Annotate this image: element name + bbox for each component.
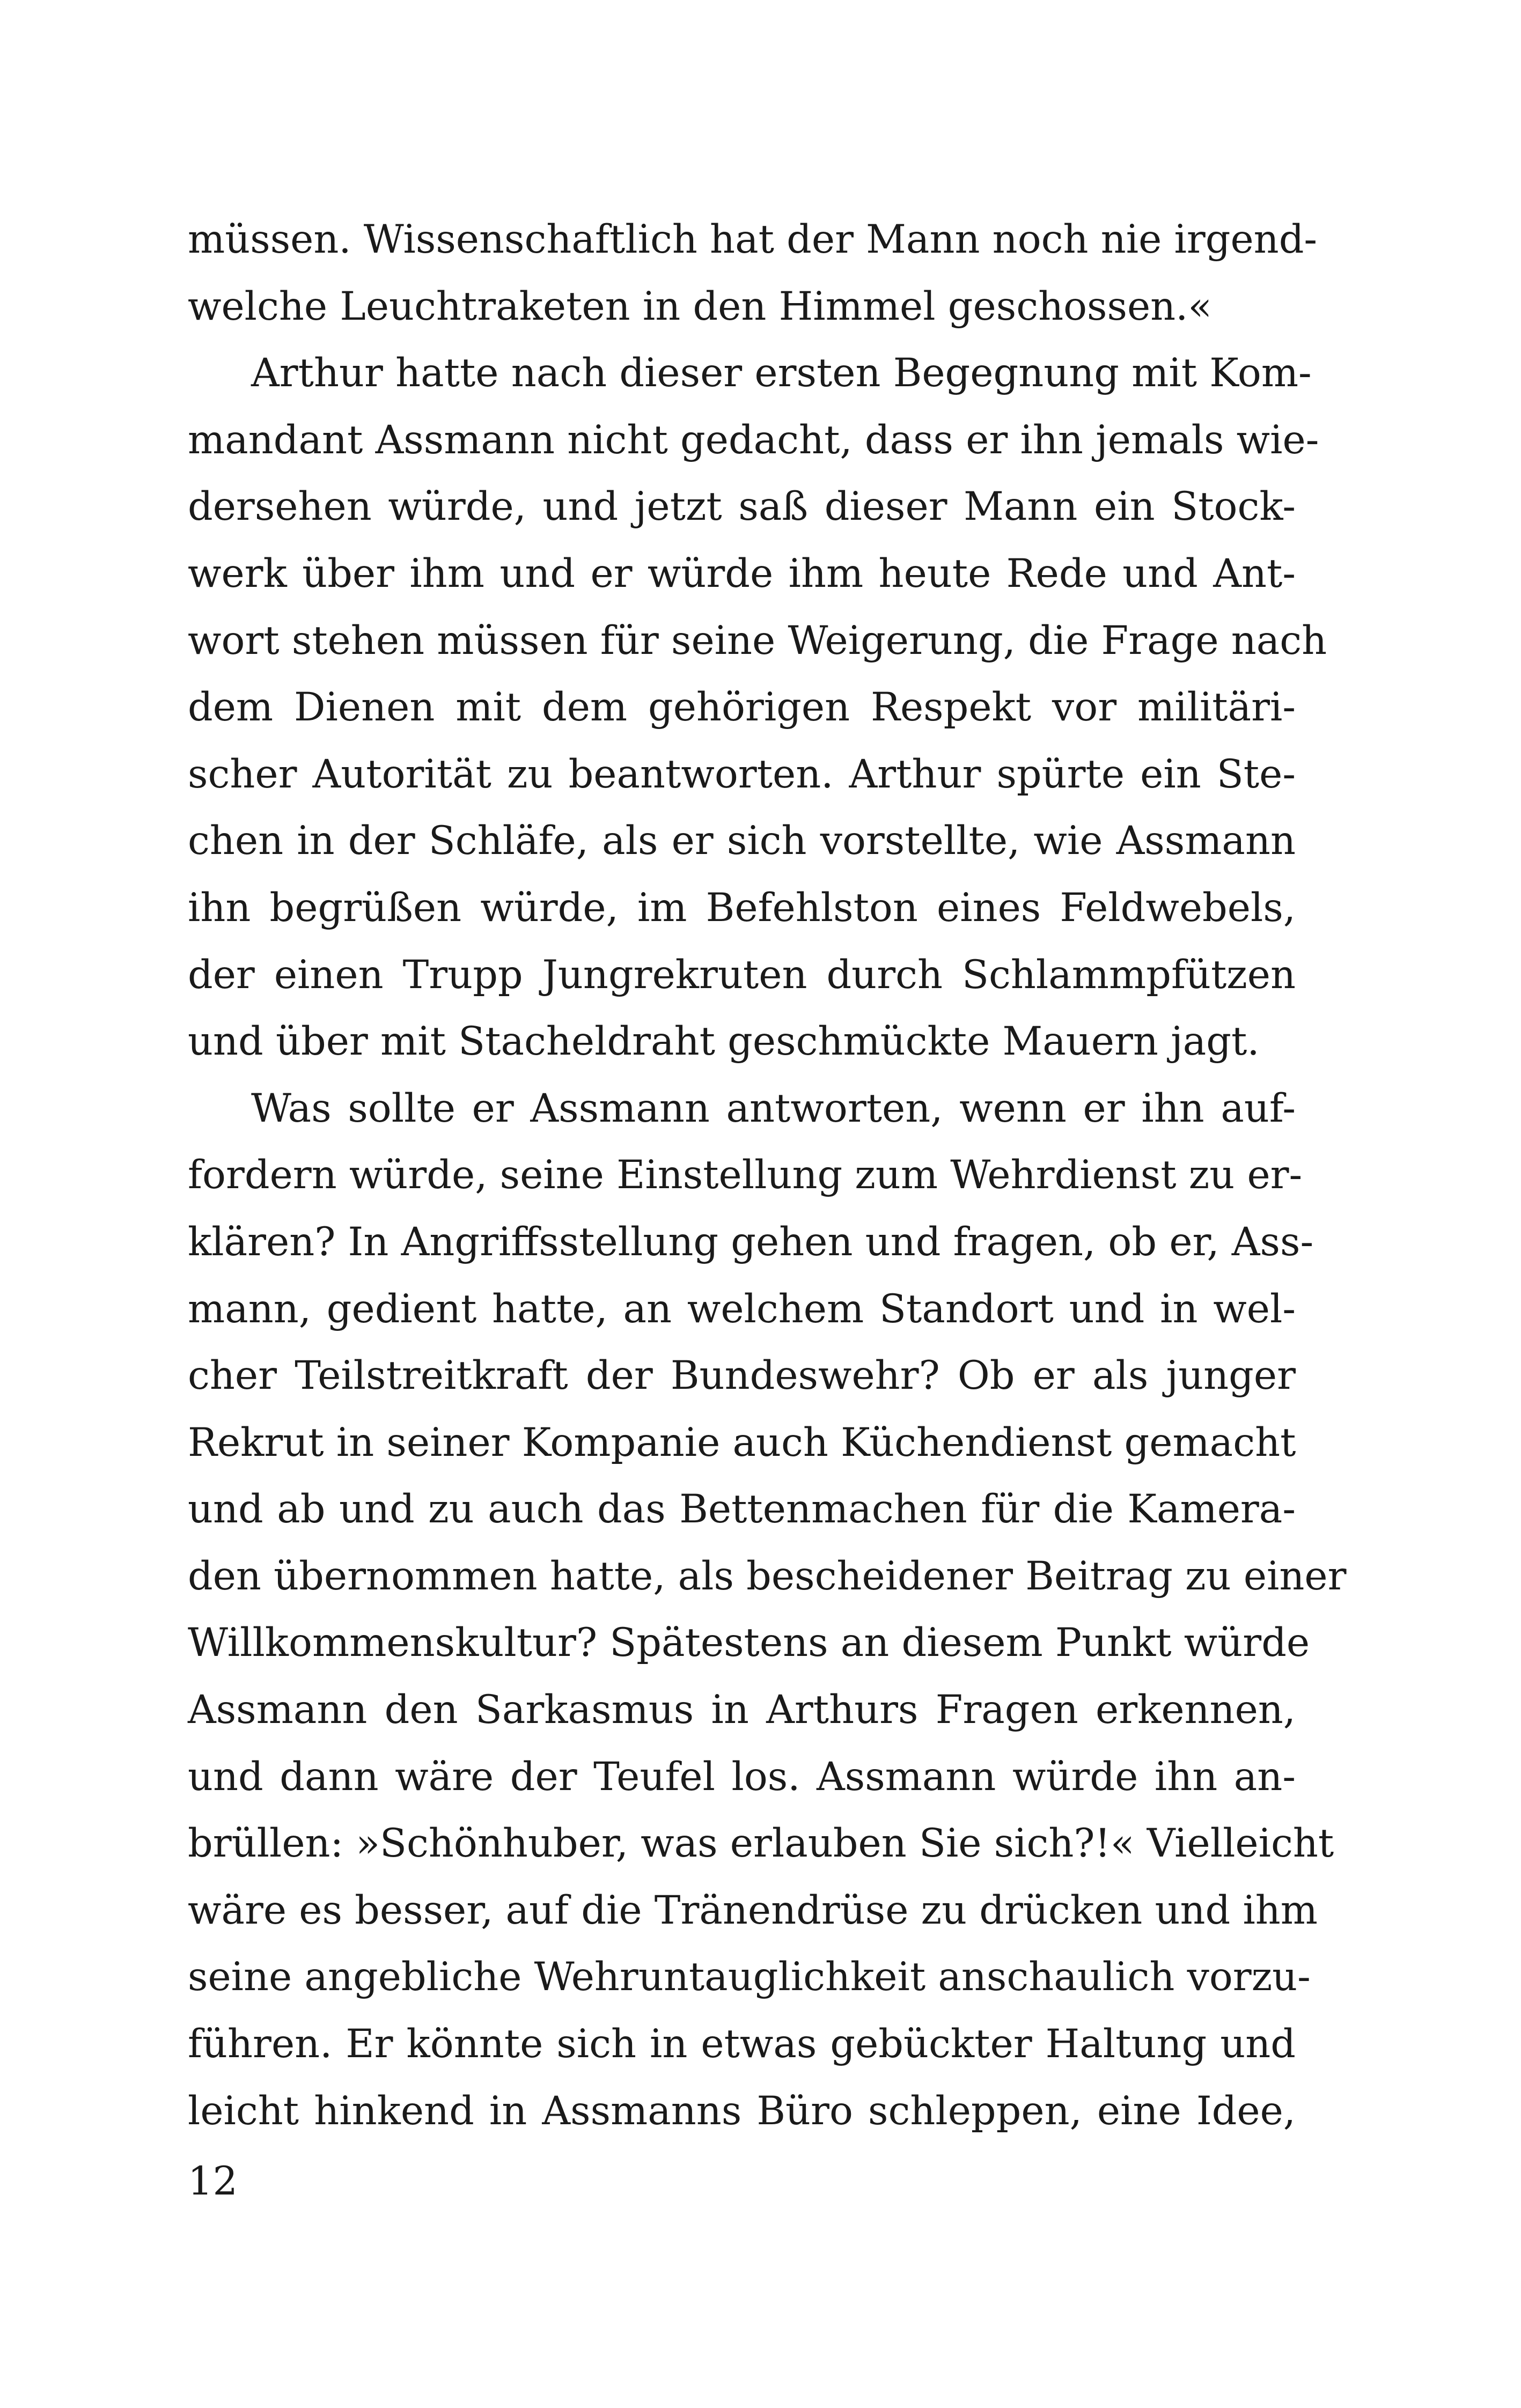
text-line: ihn begrüßen würde, im Befehlston eines Feldwebels, bbox=[188, 885, 1296, 931]
text-line: mann, gedient hatte, an welchem Standort und in wel- bbox=[188, 1286, 1296, 1332]
text-line: mandant Assmann nicht gedacht, dass er ihn jemals wie- bbox=[188, 417, 1319, 463]
text-line: müssen. Wissenschaftlich hat der Mann noch nie irgend- bbox=[188, 217, 1318, 262]
text-line: cher Teilstreitkraft der Bundeswehr? Ob er als junger bbox=[188, 1353, 1296, 1399]
text-line: scher Autorität zu beantworten. Arthur spürte ein Ste- bbox=[188, 751, 1296, 797]
text-line: wäre es besser, auf die Tränendrüse zu drücken und ihm bbox=[188, 1887, 1318, 1933]
text-line: Was sollte er Assmann antworten, wenn er ihn auf- bbox=[251, 1085, 1296, 1131]
text-line: fordern würde, seine Einstellung zum Wehrdienst zu er- bbox=[188, 1152, 1303, 1198]
text-line: Assmann den Sarkasmus in Arthurs Fragen erkennen, bbox=[188, 1687, 1296, 1733]
text-line: den übernommen hatte, als bescheidener Beitrag zu einer bbox=[188, 1553, 1347, 1599]
text-line: Rekrut in seiner Kompanie auch Küchendienst gemacht bbox=[188, 1419, 1296, 1466]
body-text bbox=[188, 207, 1347, 2145]
text-line: werk über ihm und er würde ihm heute Rede und Ant- bbox=[188, 550, 1296, 597]
text-line: Arthur hatte nach dieser ersten Begegnung mit Kom- bbox=[251, 350, 1312, 396]
text-line: welche Leuchtraketen in den Himmel geschossen.« bbox=[188, 283, 1213, 329]
text-line: und ab und zu auch das Bettenmachen für die Kamera- bbox=[188, 1486, 1296, 1533]
text-line: und über mit Stacheldraht geschmückte Mauern jagt. bbox=[188, 1019, 1260, 1065]
text-line: der einen Trupp Jungrekruten durch Schlammpfützen bbox=[188, 952, 1296, 998]
text-line: brüllen: »Schönhuber, was erlauben Sie sich?!« Vielleicht bbox=[188, 1821, 1334, 1867]
text-line: wort stehen müssen für seine Weigerung, die Frage nach bbox=[188, 617, 1327, 664]
text-line: chen in der Schläfe, als er sich vorstellte, wie Assmann bbox=[188, 818, 1296, 864]
page-number: 12 bbox=[188, 2159, 238, 2204]
text-line: dem Dienen mit dem gehörigen Respekt vor militäri- bbox=[188, 684, 1296, 731]
text-line: klären? In Angriffsstellung gehen und fragen, ob er, Ass- bbox=[188, 1219, 1314, 1265]
text-line: leicht hinkend in Assmanns Büro schleppen, eine Idee, bbox=[188, 2088, 1296, 2134]
text-line: und dann wäre der Teufel los. Assmann würde ihn an- bbox=[188, 1754, 1296, 1800]
text-line: führen. Er könnte sich in etwas gebückter Haltung und bbox=[188, 2021, 1296, 2067]
text-line: dersehen würde, und jetzt saß dieser Mann ein Stock- bbox=[188, 484, 1296, 530]
text-line: Willkommenskultur? Spätestens an diesem Punkt würde bbox=[188, 1620, 1310, 1666]
text-line: seine angebliche Wehruntauglichkeit anschaulich vorzu- bbox=[188, 1954, 1311, 2000]
